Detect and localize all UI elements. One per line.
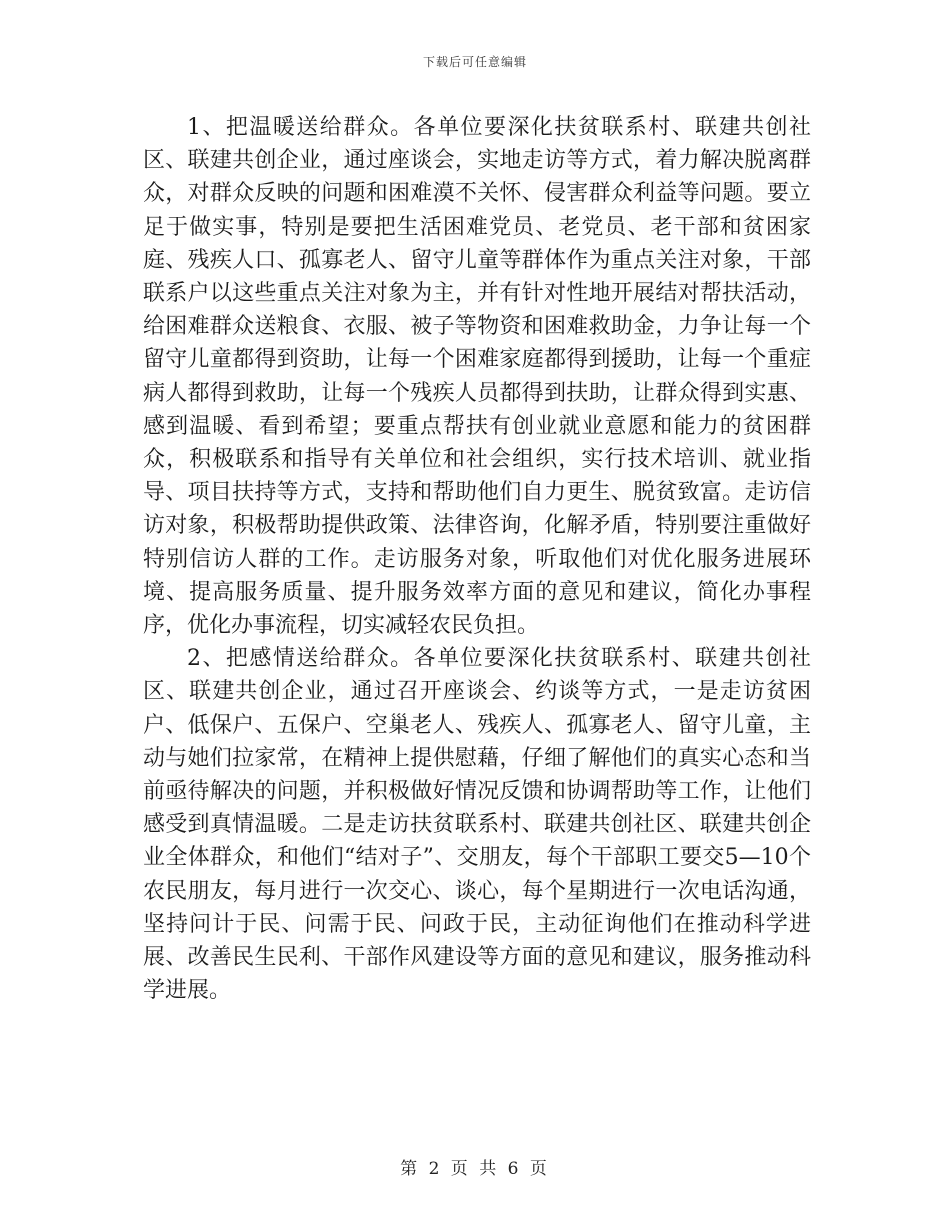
page-header: 下载后可任意编辑 bbox=[422, 55, 527, 69]
page-footer: 第 2 页 共 6 页 bbox=[400, 1159, 550, 1179]
paragraph-1: 1、把温暖送给群众。各单位要深化扶贫联系村、联建共创社区、联建共创企业，通过座谈会，实地走访等方式，着力解决脱离群众，对群众反映的问题和困难漠不关怀、侵害群众利益等问题。要立足于做实事，特别是要把生活困难党员、老党员、老干部和贫困家庭、残疾人口、孤寡老人、留守儿童等群体作为重点关注对象，干部联系户以这些重点关注对象为主，并有针对性地开展结对帮扶活动，给困难群众送粮食、衣服、被子等物资和困难救助金，力争让每一个留守儿童都得到资助，让每一个困难家庭都得到援助，让每一个重症病人都得到救助，让每一个残疾人员都得到扶助，让群众得到实惠、感到温暖、看到希望；要重点帮扶有创业就业意愿和能力的贫困群众，积极联系和指导有关单位和社会组织，实行技术培训、就业指导、项目扶持等方式，支持和帮助他们自力更生、脱贫致富。走访信访对象，积极帮助提供政策、法律咨询，化解矛盾，特别要注重做好特别信访人群的工作。走访服务对象，听取他们对优化服务进展环境、提高服务质量、提升服务效率方面的意见和建议，简化办事程序，优化办事流程，切实减轻农民负担。 bbox=[143, 115, 811, 639]
paragraph-2: 2、把感情送给群众。各单位要深化扶贫联系村、联建共创社区、联建共创企业，通过召开座谈会、约谈等方式，一是走访贫困户、低保户、五保户、空巢老人、残疾人、孤寡老人、留守儿童，主动与她们拉家常，在精神上提供慰藉，仔细了解他们的真实心态和当前亟待解决的问题，并积极做好情况反馈和协调帮助等工作，让他们感受到真情温暖。二是走访扶贫联系村、联建共创社区、联建共创企业全体群众，和他们“结对子”、交朋友，每个干部职工要交5—10个农民朋友，每月进行一次交心、谈心，每个星期进行一次电话沟通，坚持问计于民、问需于民、问政于民，主动征询他们在推动科学进展、改善民生民利、干部作风建设等方面的意见和建议，服务推动科学进展。 bbox=[143, 646, 811, 1004]
document-body bbox=[143, 111, 811, 1007]
